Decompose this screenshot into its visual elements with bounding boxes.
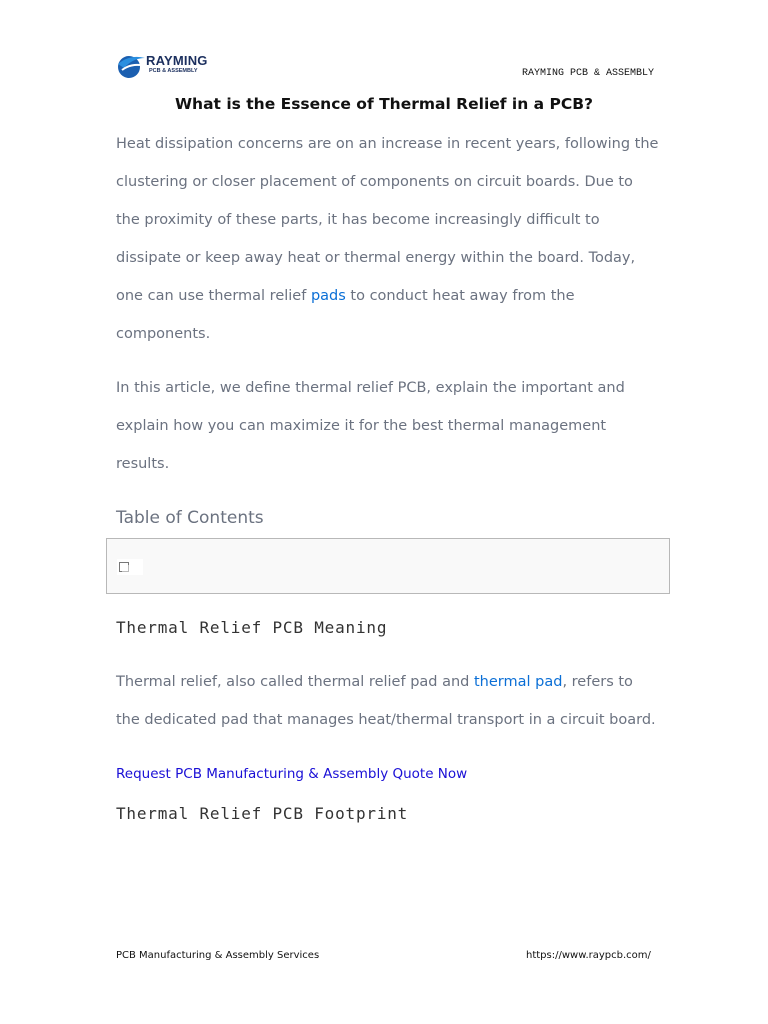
meaning-text: , refers to (562, 674, 633, 690)
intro-line: components. (116, 326, 211, 342)
meaning-line: the dedicated pad that manages heat/thermal transport in a circuit board. (116, 712, 656, 728)
article-line: results. (116, 456, 170, 472)
logo-subtitle: PCB & ASSEMBLY (149, 68, 198, 74)
pads-link[interactable]: pads (310, 288, 346, 304)
page-title: What is the Essence of Thermal Relief in a PCB? (174, 95, 594, 113)
article-paragraph (116, 369, 661, 483)
meaning-paragraph (116, 663, 661, 739)
header-company-name: RAYMING PCB & ASSEMBLY (522, 68, 655, 79)
toc-toggle[interactable] (117, 559, 143, 575)
intro-line: Heat dissipation concerns are on an increase in recent years, following the (116, 136, 659, 152)
footer-url-link[interactable]: https://www.raypcb.com/ (526, 950, 651, 961)
intro-line: clustering or closer placement of components on circuit boards. Due to (116, 174, 633, 190)
intro-line: dissipate or keep away heat or thermal energy within the board. Today, (116, 250, 636, 266)
section-heading-meaning: Thermal Relief PCB Meaning (116, 618, 388, 637)
rayming-logo (116, 50, 216, 82)
intro-paragraph (116, 125, 661, 353)
rayming-logo-icon (116, 52, 146, 80)
toc-toggle-icon (119, 562, 129, 572)
table-of-contents-box (106, 538, 670, 594)
article-line: In this article, we define thermal relief PCB, explain the important and (116, 380, 625, 396)
intro-text: to conduct heat away from the (345, 288, 575, 304)
footer-services: PCB Manufacturing & Assembly Services (116, 950, 320, 961)
meaning-line (116, 663, 661, 701)
meaning-text: Thermal relief, also called thermal relief pad and (116, 674, 474, 690)
request-quote-link[interactable]: Request PCB Manufacturing & Assembly Quote Now (116, 766, 468, 782)
intro-line: the proximity of these parts, it has become increasingly difficult to (116, 212, 600, 228)
intro-text: one can use thermal relief (116, 288, 311, 304)
article-line: explain how you can maximize it for the best thermal management (116, 418, 607, 434)
intro-line (116, 277, 661, 315)
thermal-pad-link[interactable]: thermal pad (473, 674, 563, 690)
toc-heading: Table of Contents (116, 508, 264, 528)
logo-title: RAYMING (146, 53, 208, 68)
section-heading-footprint: Thermal Relief PCB Footprint (116, 804, 409, 823)
